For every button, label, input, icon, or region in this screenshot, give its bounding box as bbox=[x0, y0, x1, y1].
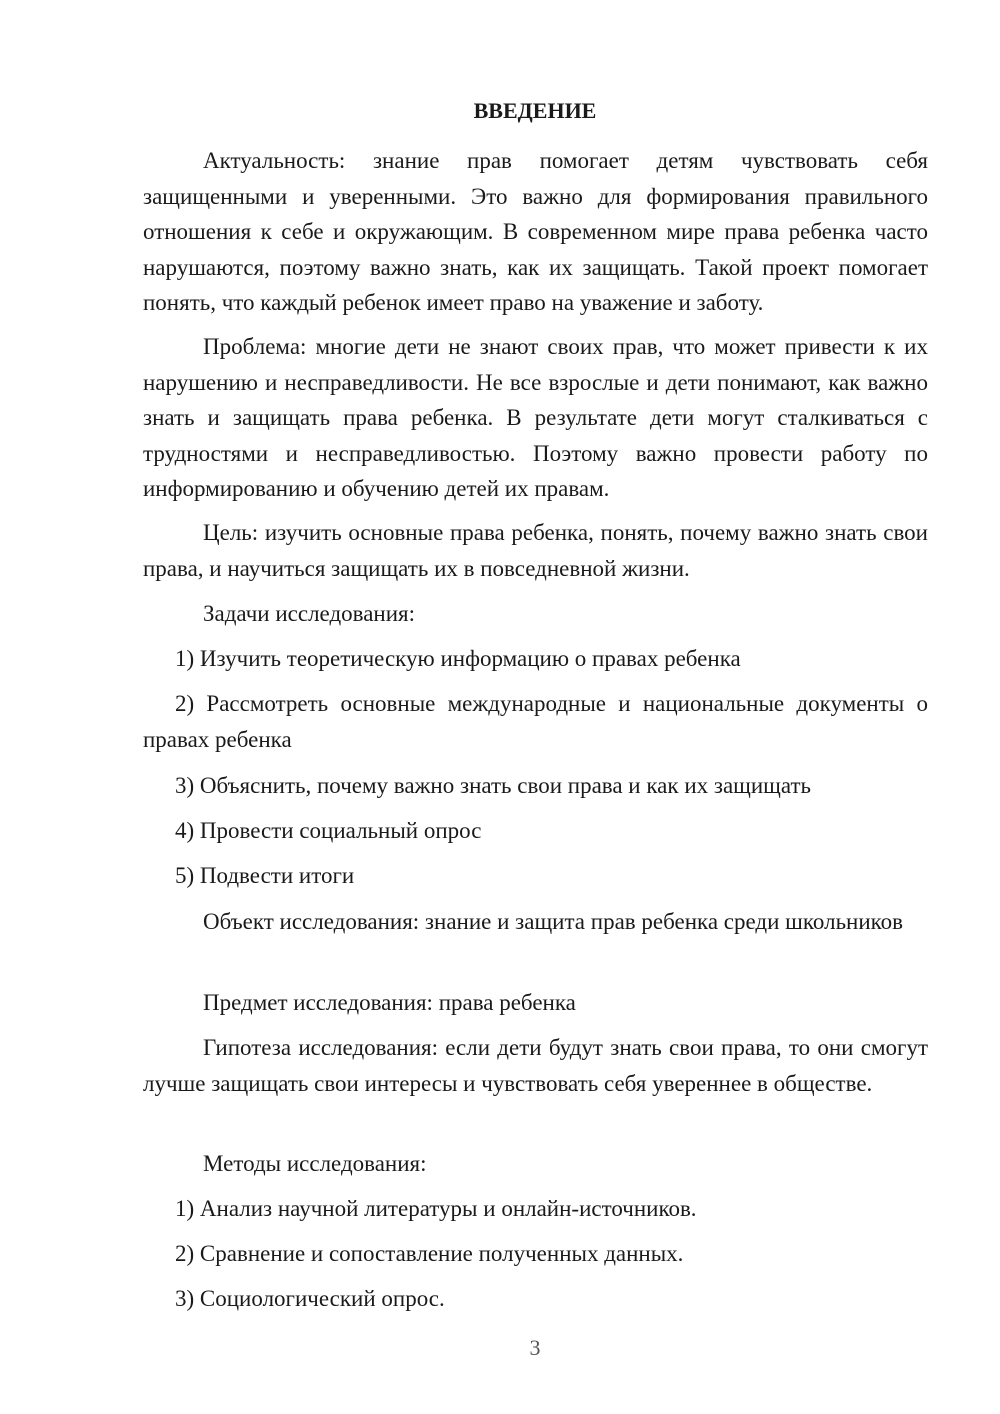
task-item: 2) Рассмотреть основные международные и национальные документы о правах ребенка bbox=[143, 691, 928, 752]
hypothesis-paragraph: Гипотеза исследования: если дети будут знать свои права, то они смогут лучше защищать свои интересы и чувствовать себя увереннее в обществе. bbox=[143, 1035, 928, 1096]
method-item: 1) Анализ научной литературы и онлайн-источников. bbox=[175, 1196, 697, 1221]
goal-paragraph: Цель: изучить основные права ребенка, понять, почему важно знать свои права, и научиться защищать их в повседневной жизни. bbox=[143, 520, 928, 581]
method-item: 2) Сравнение и сопоставление полученных данных. bbox=[175, 1241, 684, 1266]
object-paragraph: Объект исследования: знание и защита прав ребенка среди школьников bbox=[203, 909, 904, 934]
tasks-heading: Задачи исследования: bbox=[203, 601, 416, 626]
method-item: 3) Социологический опрос. bbox=[175, 1286, 445, 1311]
relevance-paragraph: Актуальность: знание прав помогает детям чувствовать себя защищенными и уверенными. Это важно для формирования правильного отношения к себе и окружающим. В современном мире права ребенка часто нарушаются, поэтому важно знать, как их защищать. Такой проект помогает понять, что каждый ребенок имеет право на уважение и заботу. bbox=[143, 148, 928, 315]
page-number: 3 bbox=[529, 1335, 541, 1360]
methods-heading: Методы исследования: bbox=[203, 1151, 427, 1176]
task-item: 5) Подвести итоги bbox=[175, 863, 355, 888]
task-item: 1) Изучить теоретическую информацию о правах ребенка bbox=[175, 646, 741, 671]
problem-paragraph: Проблема: многие дети не знают своих прав, что может привести к их нарушению и несправедливости. Не все взрослые и дети понимают, как важно знать и защищать права ребенка. В результате дети могут сталкиваться с трудностями и несправедливостью. Поэтому важно провести работу по информированию и обучению детей их правам. bbox=[143, 334, 928, 501]
task-item: 4) Провести социальный опрос bbox=[175, 818, 482, 843]
task-item: 3) Объяснить, почему важно знать свои права и как их защищать bbox=[175, 773, 812, 798]
subject-paragraph: Предмет исследования: права ребенка bbox=[203, 990, 576, 1015]
page-title: ВВЕДЕНИЕ bbox=[473, 98, 597, 123]
